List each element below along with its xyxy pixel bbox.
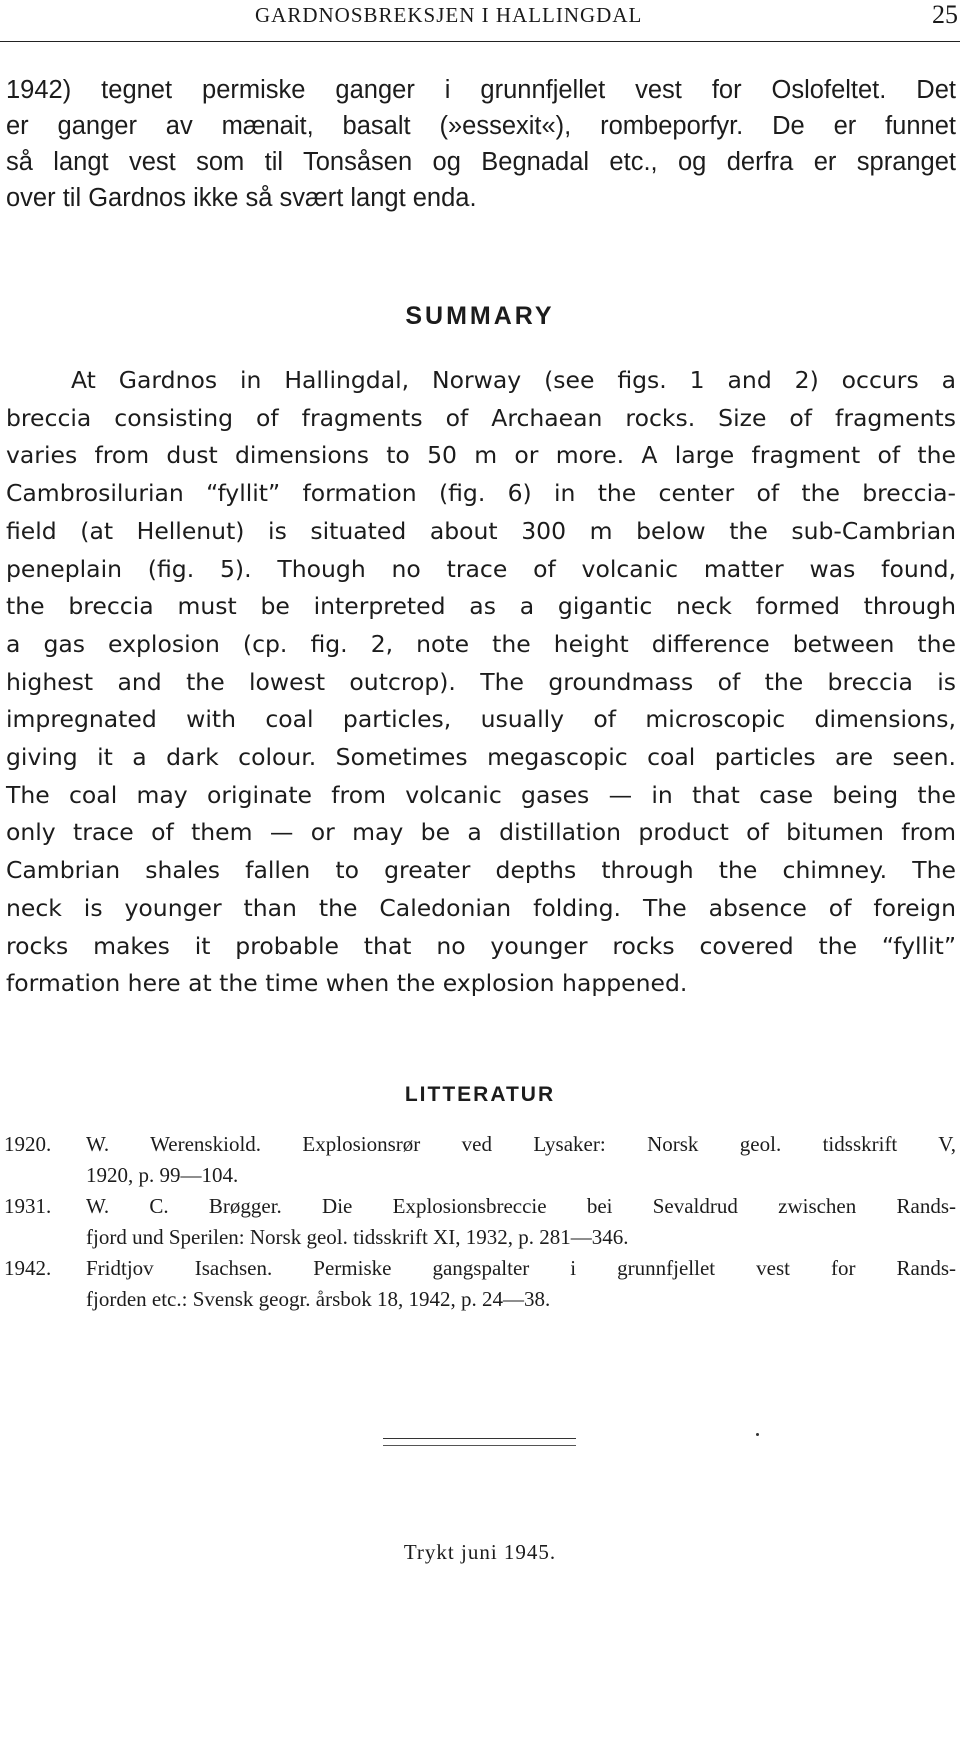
text-line: fjord und Sperilen: Norsk geol. tidsskrift XI, 1932, p. 281—346. bbox=[86, 1225, 629, 1249]
reference-item bbox=[4, 1253, 956, 1315]
end-rule bbox=[383, 1438, 576, 1439]
text-line: impregnated with coal particles, usually of microscopic dimensions, bbox=[6, 705, 956, 734]
text-line: The coal may originate from volcanic gases — in that case being the bbox=[6, 780, 956, 809]
text-line: At Gardnos in Hallingdal, Norway (see figs. 1 and 2) occurs a bbox=[71, 366, 956, 394]
text-line: the breccia must be interpreted as a gigantic neck formed through bbox=[6, 592, 956, 621]
reference-list bbox=[4, 1129, 956, 1315]
text-line: W. Werenskiold. Explosionsrør ved Lysaker: Norsk geol. tidsskrift V, bbox=[86, 1132, 956, 1156]
text-line: W. C. Brøgger. Die Explosionsbreccie bei Sevaldrud zwischen Rands- bbox=[86, 1194, 956, 1218]
end-dot bbox=[756, 1433, 759, 1436]
litteratur-heading: LITTERATUR bbox=[404, 1083, 556, 1106]
text-line: Fridtjov Isachsen. Permiske gangspalter i grunnfjellet vest for Rands- bbox=[86, 1256, 956, 1280]
text-line: varies from dust dimensions to 50 m or more. A large fragment of the bbox=[6, 441, 956, 470]
reference-item bbox=[4, 1129, 956, 1191]
summary-heading: SUMMARY bbox=[405, 302, 555, 330]
text-line: formation here at the time when the explosion happened. bbox=[6, 969, 688, 998]
reference-text bbox=[86, 1191, 956, 1253]
text-line: over til Gardnos ikke så svært langt enda. bbox=[6, 184, 477, 212]
reference-year: 1931. bbox=[4, 1194, 52, 1218]
text-line: only trace of them — or may be a distillation product of bitumen from bbox=[6, 818, 956, 847]
text-line: Cambrosilurian “fyllit” formation (fig. 6) in the center of the breccia- bbox=[6, 479, 956, 508]
end-rule bbox=[383, 1445, 576, 1446]
text-line: er ganger av mænait, basalt (»essexit«), rombeporfyr. De er funnet bbox=[6, 112, 956, 140]
header-rule bbox=[0, 41, 960, 42]
text-line: 1920, p. 99—104. bbox=[86, 1163, 239, 1187]
summary-paragraph bbox=[6, 362, 956, 1003]
reference-text bbox=[86, 1129, 956, 1191]
reference-year: 1920. bbox=[4, 1132, 52, 1156]
reference-year: 1942. bbox=[4, 1256, 52, 1280]
text-line: fjorden etc.: Svensk geogr. årsbok 18, 1942, p. 24—38. bbox=[86, 1287, 551, 1311]
page-number: 25 bbox=[932, 0, 958, 29]
intro-paragraph bbox=[6, 72, 956, 216]
text-line: giving it a dark colour. Sometimes megascopic coal particles are seen. bbox=[6, 743, 956, 772]
running-head bbox=[0, 0, 960, 44]
text-line: highest and the lowest outcrop). The groundmass of the breccia is bbox=[6, 667, 956, 696]
text-line: så langt vest som til Tonsåsen og Begnadal etc., og derfra er spranget bbox=[6, 148, 956, 176]
text-line: peneplain (fig. 5). Though no trace of volcanic matter was found, bbox=[6, 554, 956, 583]
reference-item bbox=[4, 1191, 956, 1253]
running-title: GARDNOSBREKSJEN I HALLINGDAL bbox=[255, 3, 643, 27]
text-line: field (at Hellenut) is situated about 300 m below the sub-Cambrian bbox=[6, 516, 956, 545]
text-line: breccia consisting of fragments of Archaean rocks. Size of fragments bbox=[6, 403, 956, 432]
imprint: Trykt juni 1945. bbox=[403, 1540, 557, 1564]
text-line: Cambrian shales fallen to greater depths through the chimney. The bbox=[6, 856, 956, 885]
text-line: rocks makes it probable that no younger rocks covered the “fyllit” bbox=[6, 931, 956, 960]
reference-text bbox=[86, 1253, 956, 1315]
text-line: 1942) tegnet permiske ganger i grunnfjellet vest for Oslofeltet. Det bbox=[6, 76, 956, 104]
text-line: a gas explosion (cp. fig. 2, note the height difference between the bbox=[6, 629, 956, 658]
text-line: neck is younger than the Caledonian folding. The absence of foreign bbox=[6, 893, 956, 922]
